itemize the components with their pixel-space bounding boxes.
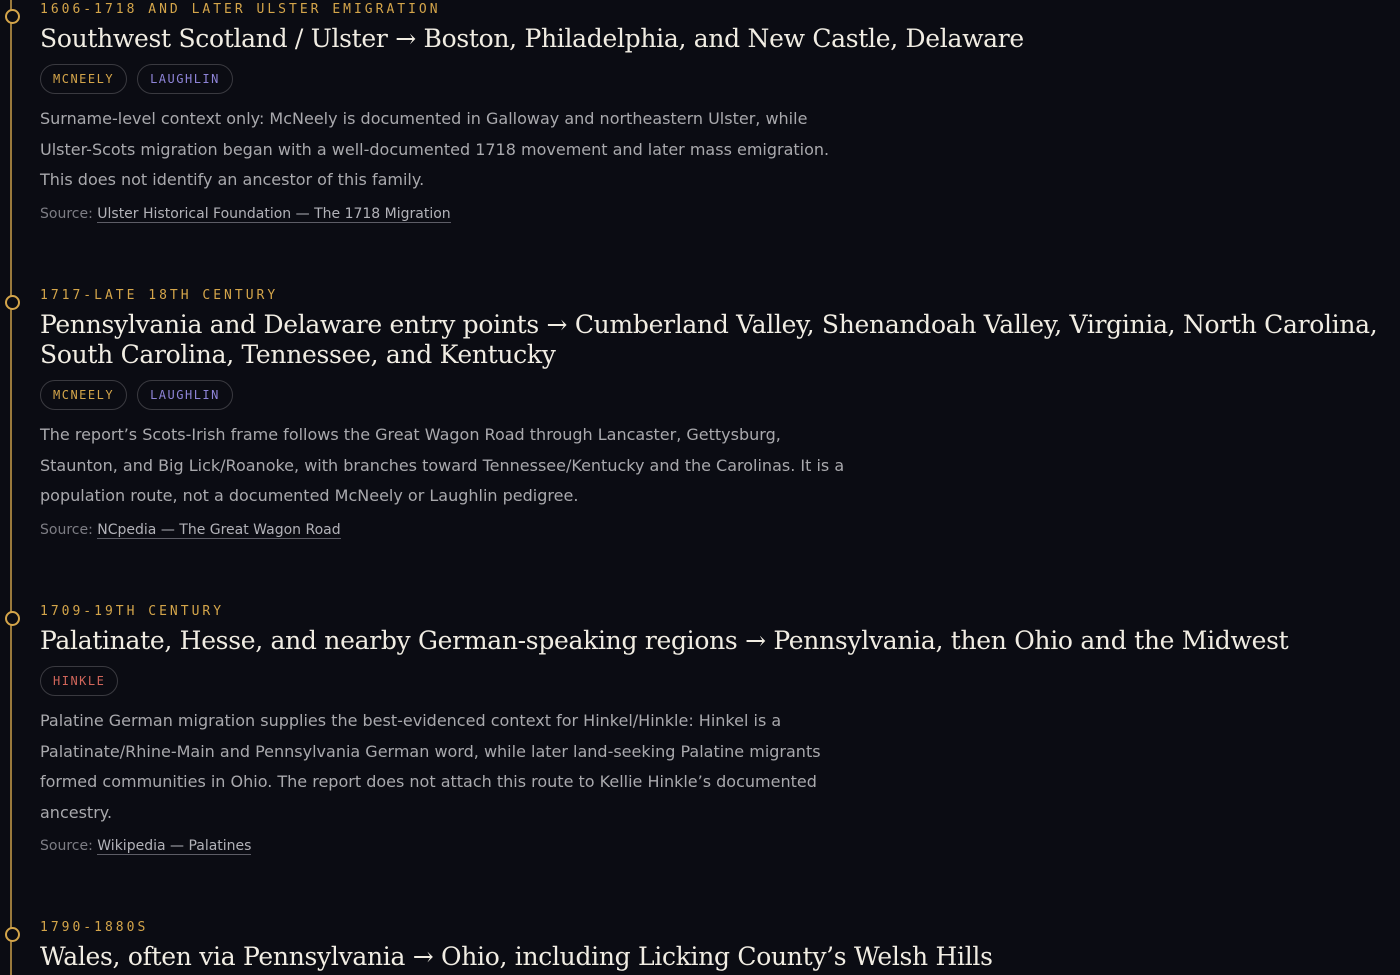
entry-title: Pennsylvania and Delaware entry points → Cumberland Valley, Shenandoah Valley, Virginia, North Carolina, South Carolina, Tennessee, and Kentucky <box>40 310 1378 369</box>
timeline-entry <box>40 286 1390 540</box>
entry-period: 1606-1718 AND LATER ULSTER EMIGRATION <box>40 2 441 17</box>
entry-period: 1717-LATE 18TH CENTURY <box>40 288 279 303</box>
entry-description: The report’s Scots-Irish frame follows the Great Wagon Road through Lancaster, Gettysburg, Staunton, and Big Lick/Roanoke, with branches toward Tennessee/Kentucky and the Carolinas. It is a population route, not a documented McNeely or Laughlin pedigree. <box>40 425 845 505</box>
tag-hinkle[interactable]: HINKLE <box>40 666 118 696</box>
timeline-dot <box>5 295 20 310</box>
source-link[interactable]: Ulster Historical Foundation — The 1718 Migration <box>97 205 451 222</box>
timeline-dot <box>5 927 20 942</box>
entry-title: Palatinate, Hesse, and nearby German-speaking regions → Pennsylvania, then Ohio and the Midwest <box>40 626 1289 655</box>
entry-period: 1709-19TH CENTURY <box>40 604 225 619</box>
tag-laughlin[interactable]: LAUGHLIN <box>137 64 233 94</box>
timeline-entry <box>40 918 1390 972</box>
entry-title: Wales, often via Pennsylvania → Ohio, including Licking County’s Welsh Hills <box>40 942 993 971</box>
tag-laughlin[interactable]: LAUGHLIN <box>137 380 233 410</box>
source-label: Source: <box>40 205 93 222</box>
tag-list <box>40 380 1390 410</box>
tag-list <box>40 666 1390 696</box>
source-label: Source: <box>40 838 93 854</box>
tag-mcneely[interactable]: MCNEELY <box>40 64 127 94</box>
entry-description: Palatine German migration supplies the best-evidenced context for Hinkel/Hinkle: Hinkel is a Palatinate/Rhine-Main and Pennsylvania German word, while later land-seeking Palatine migrants formed communities in Ohio. The report does not attach this route to Kellie Hinkle’s documented ancestry. <box>40 711 821 822</box>
timeline-dot <box>5 9 20 24</box>
timeline-dot <box>5 611 20 626</box>
source-link[interactable]: Wikipedia — Palatines <box>97 838 252 854</box>
source-label: Source: <box>40 521 93 538</box>
timeline-entry <box>40 602 1390 856</box>
entry-title: Southwest Scotland / Ulster → Boston, Philadelphia, and New Castle, Delaware <box>40 24 1024 53</box>
tag-mcneely[interactable]: MCNEELY <box>40 380 127 410</box>
timeline-line <box>10 0 12 975</box>
tag-list <box>40 64 1390 94</box>
entry-description: Surname-level context only: McNeely is documented in Galloway and northeastern Ulster, while Ulster-Scots migration began with a well-documented 1718 movement and later mass emigration. This does not identify an ancestor of this family. <box>40 109 830 189</box>
entry-source <box>40 836 1390 856</box>
source-link[interactable]: NCpedia — The Great Wagon Road <box>97 521 341 538</box>
entry-source <box>40 204 1390 224</box>
entry-period: 1790-1880S <box>40 920 149 935</box>
entry-source <box>40 520 1390 540</box>
timeline-entry <box>40 0 1390 224</box>
